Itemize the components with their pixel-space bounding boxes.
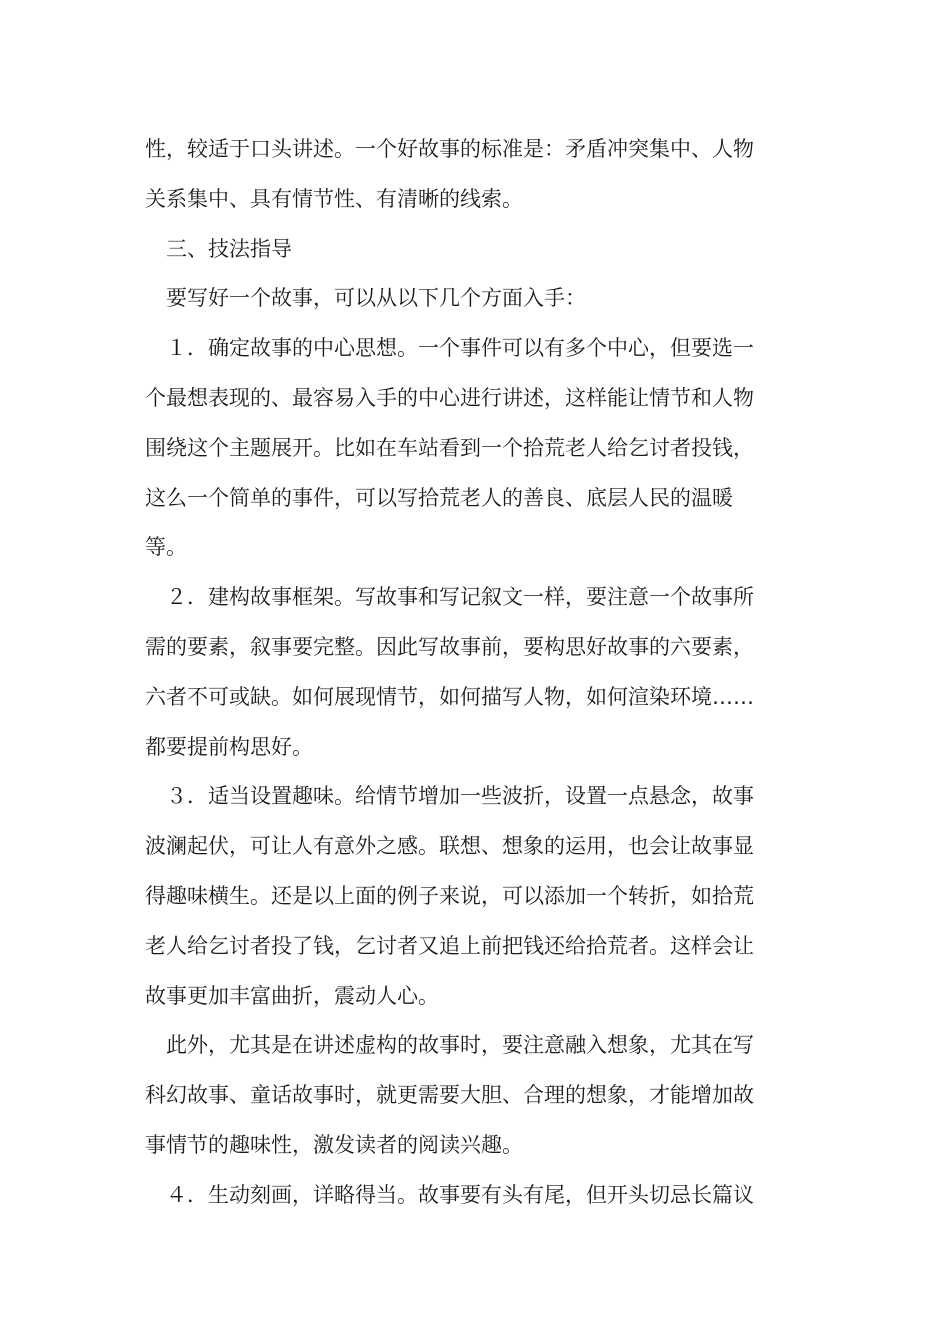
text-line: 等。 — [145, 535, 187, 560]
text-line: ３．适当设置趣味。给情节增加一些波折，设置一点悬念，故事 — [145, 784, 754, 809]
paragraph-point-4 — [145, 1171, 810, 1221]
text-line: 性，较适于口头讲述。一个好故事的标准是：矛盾冲突集中、人物 — [145, 137, 754, 161]
paragraph-point-3 — [145, 772, 810, 1021]
paragraph-intro — [145, 274, 810, 324]
text-line: 老人给乞讨者投了钱，乞讨者又追上前把钱还给拾荒者。这样会让 — [145, 933, 754, 958]
text-line: ２．建构故事框架。写故事和写记叙文一样，要注意一个故事所 — [145, 585, 754, 610]
text-line: 科幻故事、童话故事时，就更需要大胆、合理的想象，才能增加故 — [145, 1083, 754, 1108]
text-line: 波澜起伏，可让人有意外之感。联想、想象的运用，也会让故事显 — [145, 834, 754, 859]
text-line: 需的要素，叙事要完整。因此写故事前，要构思好故事的六要素， — [145, 634, 754, 659]
text-line: 要写好一个故事，可以从以下几个方面入手： — [145, 286, 586, 311]
text-line: 事情节的趣味性，激发读者的阅读兴趣。 — [145, 1132, 523, 1157]
text-line: 都要提前构思好。 — [145, 734, 313, 759]
text-line: 关系集中、具有情节性、有清晰的线索。 — [145, 186, 523, 211]
paragraph-point-1 — [145, 324, 810, 573]
text-line: 故事更加丰富曲折，震动人心。 — [145, 983, 439, 1008]
paragraph-story-standard — [145, 125, 810, 225]
text-line: 六者不可或缺。如何展现情节，如何描写人物，如何渲染环境…… — [145, 684, 754, 709]
text-line: 得趣味横生。还是以上面的例子来说，可以添加一个转折，如拾荒 — [145, 883, 754, 908]
text-line: ４．生动刻画，详略得当。故事要有头有尾，但开头切忌长篇议 — [145, 1182, 754, 1207]
paragraph-imagination — [145, 1021, 810, 1170]
section-heading: 三、技法指导 — [145, 236, 292, 261]
document-body — [145, 125, 810, 1221]
paragraph-point-2 — [145, 573, 810, 772]
section-heading-technique — [145, 225, 810, 275]
text-line: 围绕这个主题展开。比如在车站看到一个拾荒老人给乞讨者投钱， — [145, 435, 754, 460]
text-line: １．确定故事的中心思想。一个事件可以有多个中心，但要选一 — [145, 336, 754, 361]
text-line: 个最想表现的、最容易入手的中心进行讲述，这样能让情节和人物 — [145, 385, 754, 410]
text-line: 此外，尤其是在讲述虚构的故事时，要注意融入想象，尤其在写 — [145, 1033, 754, 1058]
text-line: 这么一个简单的事件，可以写拾荒老人的善良、底层人民的温暖 — [145, 485, 733, 510]
